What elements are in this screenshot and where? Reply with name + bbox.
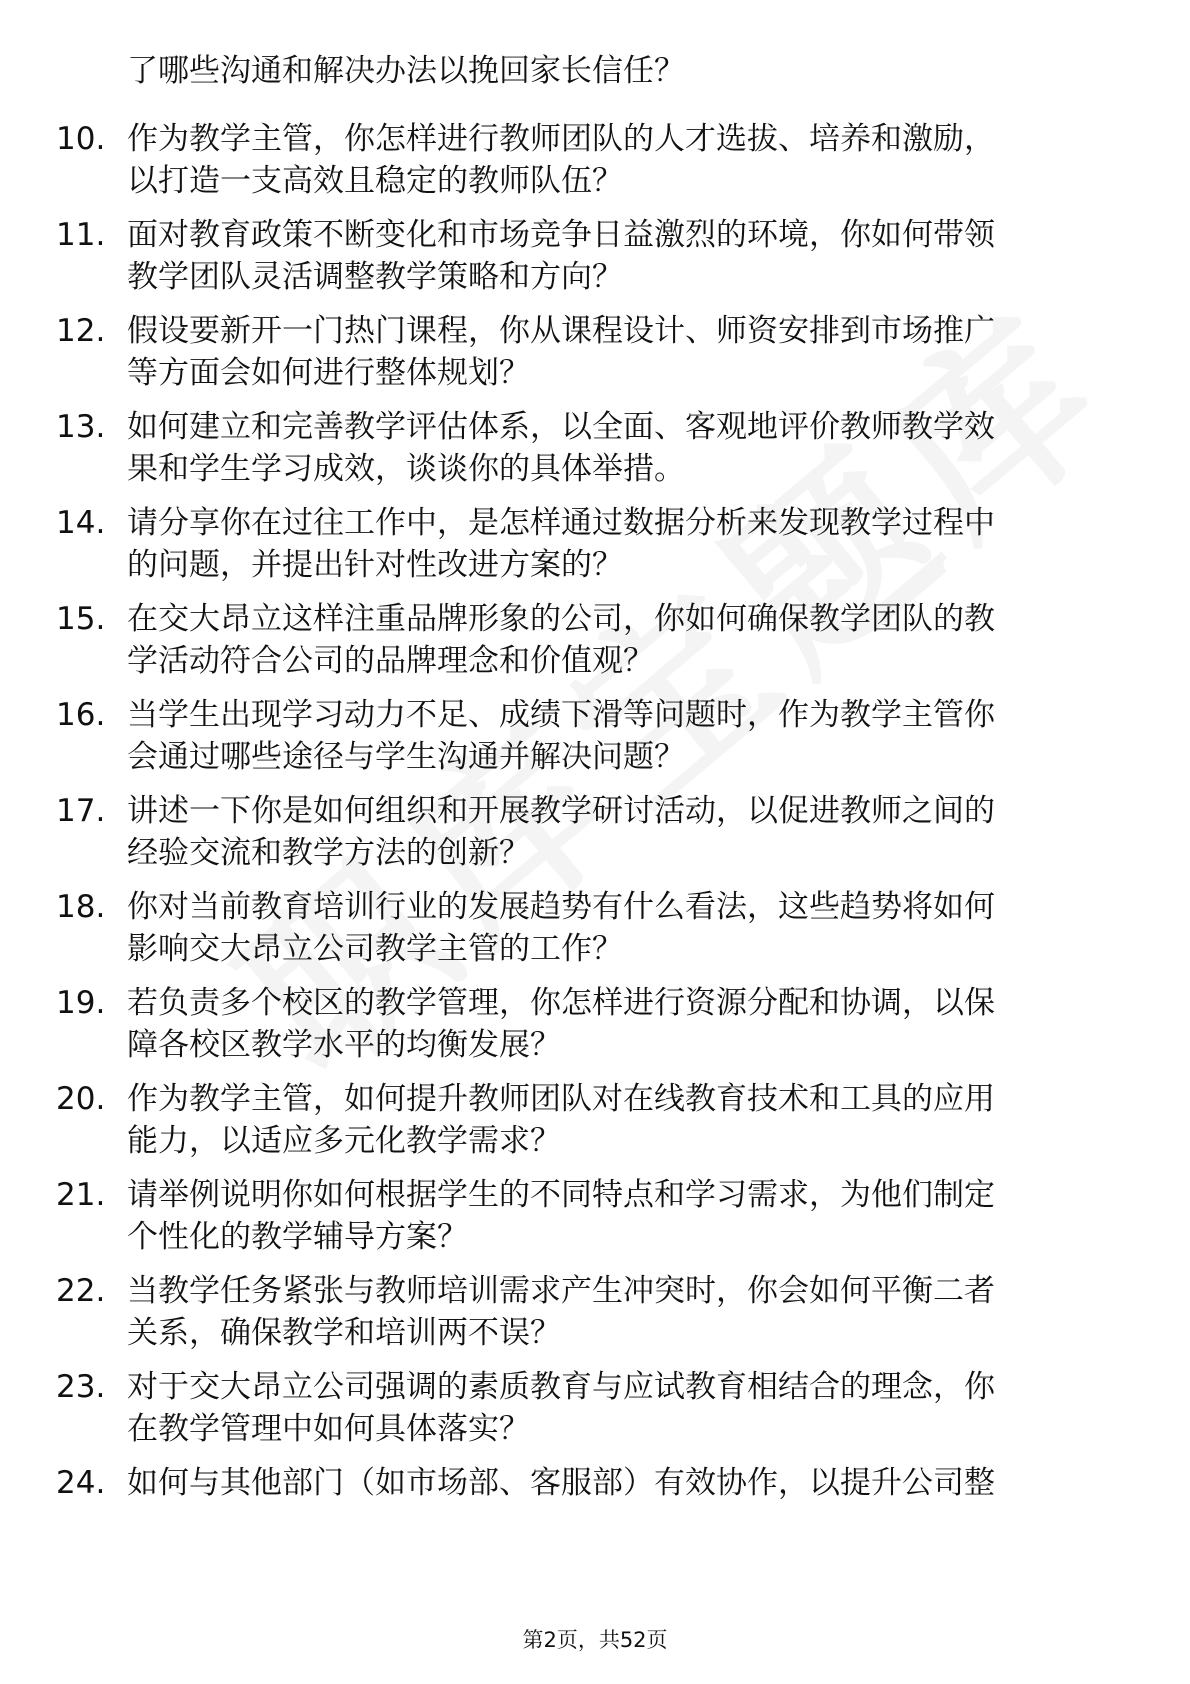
question-item xyxy=(0,1270,1190,1354)
page-footer: 第2页，共52页 xyxy=(522,1628,668,1652)
question-text: 请分享你在过往工作中，是怎样通过数据分析来发现教学过程中 的问题，并提出针对性改进方案的？ xyxy=(127,505,995,583)
question-item xyxy=(0,406,1190,490)
question-text: 你对当前教育培训行业的发展趋势有什么看法，这些趋势将如何 影响交大昂立公司教学主管的工作？ xyxy=(127,889,995,967)
question-number: 18. xyxy=(56,889,106,925)
question-number: 21. xyxy=(56,1177,106,1213)
question-item xyxy=(0,502,1190,586)
question-number: 16. xyxy=(56,697,106,733)
question-text: 对于交大昂立公司强调的素质教育与应试教育相结合的理念，你 在教学管理中如何具体落实？ xyxy=(127,1369,995,1447)
question-text: 在交大昂立这样注重品牌形象的公司，你如何确保教学团队的教 学活动符合公司的品牌理念和价值观？ xyxy=(127,601,995,679)
question-text: 作为教学主管，如何提升教师团队对在线教育技术和工具的应用 能力，以适应多元化教学需求？ xyxy=(127,1081,995,1159)
question-number: 24. xyxy=(56,1465,106,1501)
question-item xyxy=(0,118,1190,202)
question-text: 当学生出现学习动力不足、成绩下滑等问题时，作为教学主管你 会通过哪些途径与学生沟通并解决问题？ xyxy=(127,697,995,775)
question-item xyxy=(0,1078,1190,1162)
question-item xyxy=(0,886,1190,970)
question-item xyxy=(0,1174,1190,1258)
question-number: 11. xyxy=(56,217,106,253)
question-number: 10. xyxy=(56,121,106,157)
question-text: 如何建立和完善教学评估体系，以全面、客观地评价教师教学效 果和学生学习成效，谈谈你的具体举措。 xyxy=(127,409,995,487)
question-item xyxy=(0,598,1190,682)
question-number: 12. xyxy=(56,313,106,349)
question-text: 面对教育政策不断变化和市场竞争日益激烈的环境，你如何带领 教学团队灵活调整教学策略和方向？ xyxy=(127,217,995,295)
question-number: 17. xyxy=(56,793,106,829)
question-item xyxy=(0,790,1190,874)
question-list xyxy=(0,118,1190,1558)
question-text: 如何与其他部门（如市场部、客服部）有效协作，以提升公司整 xyxy=(127,1465,995,1501)
question-item xyxy=(0,982,1190,1066)
continuation-line: 了哪些沟通和解决办法以挽回家长信任？ xyxy=(127,53,685,89)
question-item xyxy=(0,214,1190,298)
question-number: 13. xyxy=(56,409,106,445)
question-text: 若负责多个校区的教学管理，你怎样进行资源分配和协调，以保 障各校区教学水平的均衡发展？ xyxy=(127,985,995,1063)
question-text: 当教学任务紧张与教师培训需求产生冲突时，你会如何平衡二者 关系，确保教学和培训两不误？ xyxy=(127,1273,995,1351)
question-item xyxy=(0,694,1190,778)
question-number: 15. xyxy=(56,601,106,637)
question-item xyxy=(0,310,1190,394)
question-text: 作为教学主管，你怎样进行教师团队的人才选拔、培养和激励， 以打造一支高效且稳定的教师队伍？ xyxy=(127,121,995,199)
question-number: 20. xyxy=(56,1081,106,1117)
question-text: 假设要新开一门热门课程，你从课程设计、师资安排到市场推广 等方面会如何进行整体规划？ xyxy=(127,313,995,391)
question-number: 14. xyxy=(56,505,106,541)
question-text: 请举例说明你如何根据学生的不同特点和学习需求，为他们制定 个性化的教学辅导方案？ xyxy=(127,1177,995,1255)
question-item xyxy=(0,1462,1190,1546)
question-number: 19. xyxy=(56,985,106,1021)
question-item xyxy=(0,1366,1190,1450)
question-number: 22. xyxy=(56,1273,106,1309)
question-text: 讲述一下你是如何组织和开展教学研讨活动，以促进教师之间的 经验交流和教学方法的创新？ xyxy=(127,793,995,871)
question-number: 23. xyxy=(56,1369,106,1405)
